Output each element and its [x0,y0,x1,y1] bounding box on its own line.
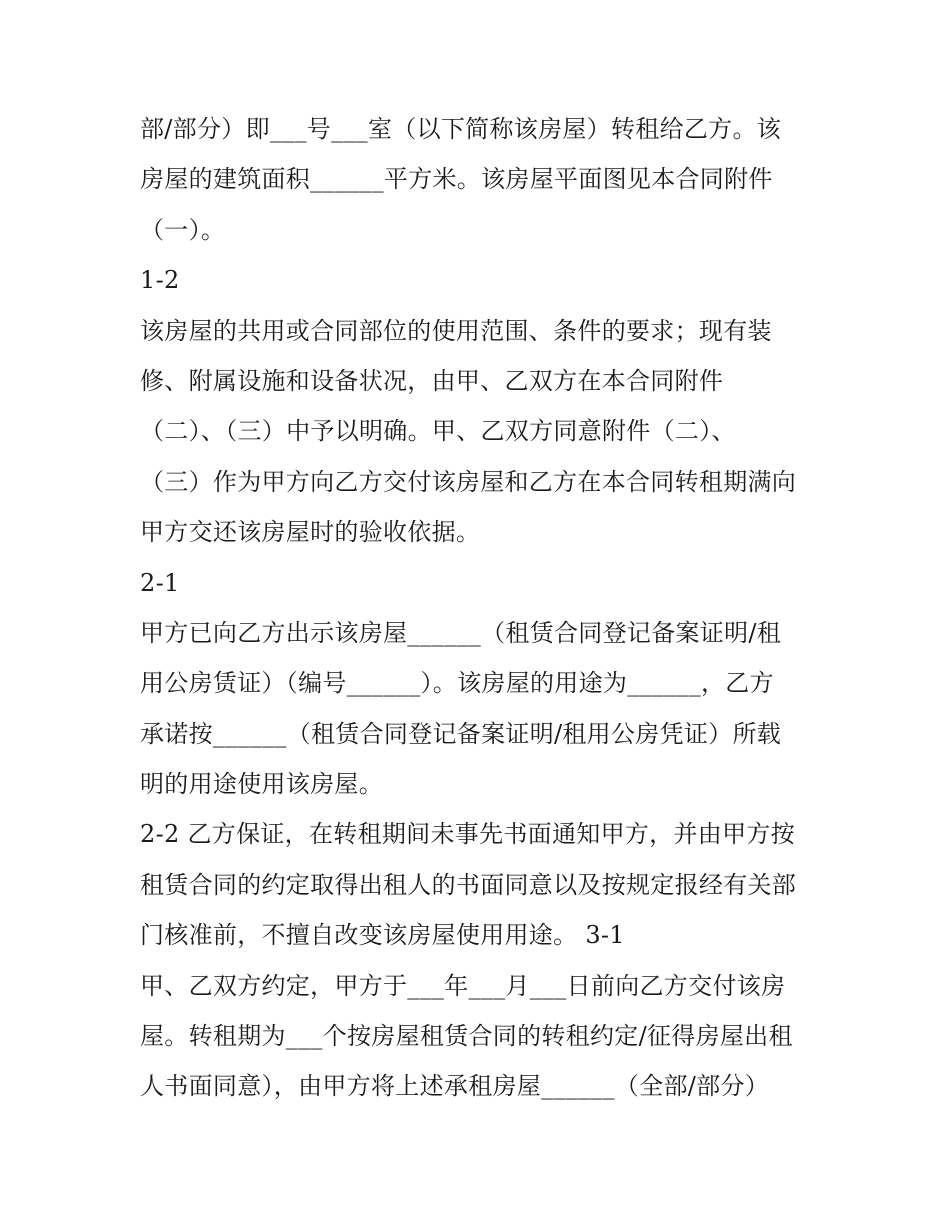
text-line: 部/部分）即___号___室（以下简称该房屋）转租给乙方。该 [140,115,782,143]
text-line: 明的用途使用该房屋。 [140,770,383,799]
text-line: （三）作为甲方向乙方交付该房屋和乙方在本合同转租期满向 [140,467,797,496]
text-line: （一）。 [140,215,226,244]
section-number: 1-2 [140,266,180,295]
text-line: 2-2 乙方保证，在转租期间未事先书面通知甲方，并由甲方按 [140,820,795,849]
text-line: 房屋的建筑面积______平方米。该房屋平面图见本合同附件 [140,165,773,194]
text-line: 该房屋的共用或合同部位的使用范围、条件的要求；现有装 [140,316,772,345]
text-line: 修、附属设施和设备状况，由甲、乙双方在本合同附件 [140,366,724,395]
text-line: 甲方交还该房屋时的验收依据。 [140,518,481,547]
section-number: 2-1 [140,568,180,597]
text-line: 人书面同意），由甲方将上述承租房屋______（全部/部分） [140,1072,770,1101]
text-line: 甲方已向乙方出示该房屋______（租赁合同登记备案证明/租 [140,618,782,647]
text-line: （二）、（三）中予以明确。甲、乙双方同意附件（二）、 [140,417,736,446]
text-line: 门核准前，不擅自改变该房屋使用用途。 3-1 [140,921,625,950]
text-line: 甲、乙双方约定，甲方于___年___月___日前向乙方交付该房 [140,971,786,1000]
text-line: 屋。转租期为___个按房屋租赁合同的转租约定/征得房屋出租 [140,1022,793,1051]
contract-text [140,104,830,1112]
text-line: 用公房赁证）（编号______）。该房屋的用途为______，乙方 [140,669,774,698]
text-line: 承诺按______（租赁合同登记备案证明/租用公房凭证）所载 [140,719,782,748]
text-line: 租赁合同的约定取得出租人的书面同意以及按规定报经有关部 [140,870,797,899]
